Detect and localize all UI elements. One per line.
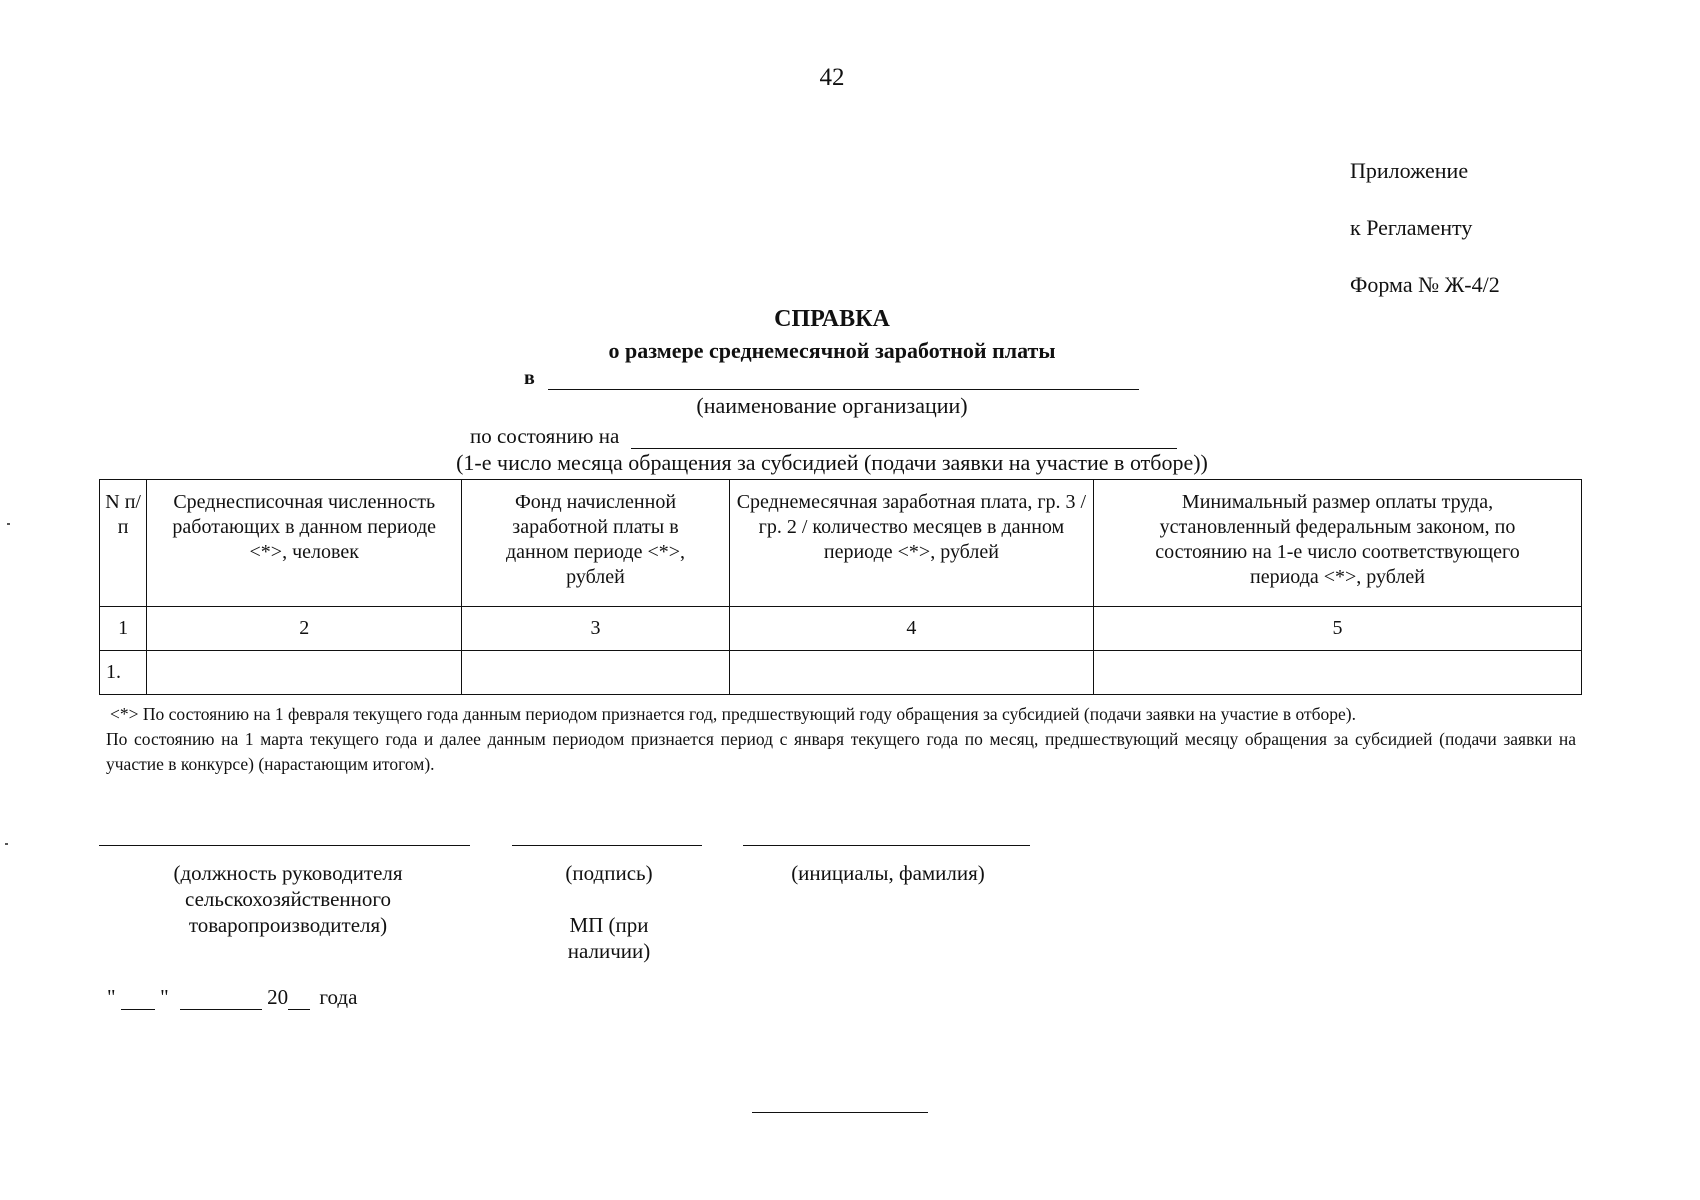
column-number: 1: [100, 607, 147, 651]
appendix-line-2: к Регламенту: [1350, 215, 1473, 240]
header-payroll-fund: Фонд начисленной заработной платы в данном периоде <*>, рублей: [462, 480, 730, 607]
year-suffix: года: [319, 985, 358, 1009]
footnotes: [106, 702, 1576, 777]
header-average-headcount: Среднесписочная численность работающих в данном периоде <*>, человек: [147, 480, 462, 607]
header-average-monthly-wage: Среднемесячная заработная плата, гр. 3 / гр. 2 / количество месяцев в данном периоде <*>, рублей: [729, 480, 1093, 607]
footnote-2: По состоянию на 1 марта текущего года и далее данным периодом признается период с января текущего года по месяц, предшествующий месяцу обращения за субсидией (подачи заявки на участие в конкурсе) (нарастающим итогом).: [106, 729, 1576, 774]
table-column-numbers-row: [100, 607, 1582, 651]
as-of-date-hint: (1-е число месяца обращения за субсидией (подачи заявки на участие в отборе)): [456, 450, 1208, 475]
table-cell-headcount[interactable]: [147, 651, 462, 695]
footer-separator: [752, 1112, 928, 1113]
year-prefix: 20: [267, 985, 289, 1009]
position-label: (должность руководителя сельскохозяйственного товаропроизводителя): [173, 861, 403, 937]
organization-hint: (наименование организации): [696, 393, 968, 418]
signature-line[interactable]: [512, 845, 702, 846]
signing-date-row: [107, 985, 357, 1010]
table-row: [100, 651, 1582, 695]
column-number: 3: [462, 607, 730, 651]
year-fill-line[interactable]: [288, 991, 310, 1010]
name-signature-line[interactable]: [743, 845, 1030, 846]
as-of-date-fill-line[interactable]: [631, 428, 1177, 449]
organization-prefix: в: [524, 367, 535, 389]
organization-row: [524, 367, 1139, 390]
header-row-number: N п/п: [100, 480, 147, 607]
header-minimum-wage: Минимальный размер оплаты труда, установленный федеральным законом, по состоянию на 1-е число соответствующего периода <*>, рублей: [1094, 480, 1582, 607]
appendix-form-number: Форма № Ж-4/2: [1350, 272, 1500, 297]
scan-mark: [7, 523, 10, 525]
position-signature-line[interactable]: [99, 845, 470, 846]
month-fill-line[interactable]: [180, 991, 262, 1010]
column-number: 2: [147, 607, 462, 651]
day-fill-line[interactable]: [121, 991, 155, 1010]
column-number: 4: [729, 607, 1093, 651]
document-title: СПРАВКА: [774, 306, 890, 332]
appendix-line-1: Приложение: [1350, 158, 1469, 183]
table-header-row: [100, 480, 1582, 607]
as-of-date-prefix: по состоянию на: [470, 424, 620, 448]
date-quote-close: ": [160, 985, 169, 1009]
document-subtitle: о размере среднемесячной заработной платы: [608, 338, 1056, 363]
table-cell-average-wage[interactable]: [729, 651, 1093, 695]
table-cell-row-number: 1.: [100, 651, 147, 695]
table-cell-payroll-fund[interactable]: [462, 651, 730, 695]
stamp-label: МП (при наличии): [567, 913, 651, 963]
organization-fill-line[interactable]: [548, 369, 1139, 390]
date-quote-open: ": [107, 985, 116, 1009]
scan-mark: [5, 843, 8, 845]
wage-table: [99, 479, 1582, 695]
name-label: (инициалы, фамилия): [791, 861, 985, 885]
table-cell-minimum-wage[interactable]: [1094, 651, 1582, 695]
footnote-1: <*> По состоянию на 1 февраля текущего года данным периодом признается год, предшествующий году обращения за субсидией (подачи заявки на участие в отборе).: [110, 704, 1357, 724]
signature-label: (подпись): [565, 861, 653, 885]
as-of-date-row: [470, 424, 1177, 449]
column-number: 5: [1094, 607, 1582, 651]
page-number: 42: [819, 64, 845, 91]
